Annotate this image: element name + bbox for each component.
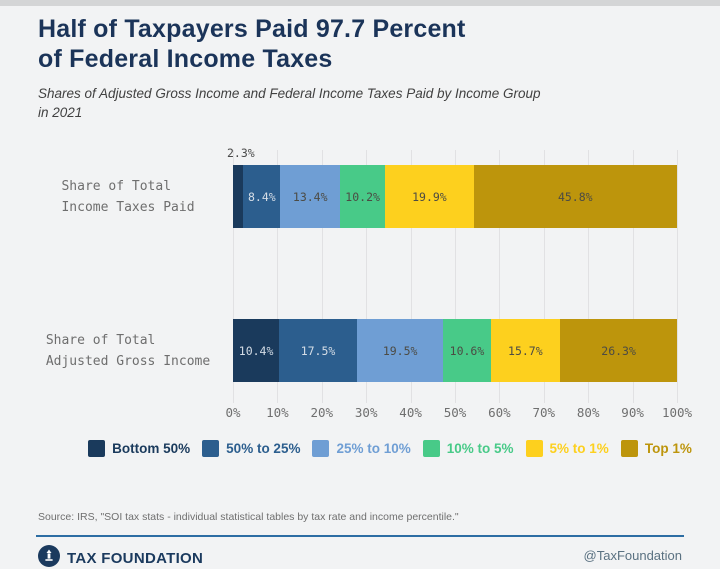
x-tick-label: 50% [443,405,467,420]
x-tick-label: 100% [661,405,693,420]
segment-value-label: 15.7% [508,343,543,358]
bar-segment-10-to-5 [340,165,385,228]
segment-value-label: 17.5% [300,343,336,358]
legend [80,440,700,457]
chart-title-line1: Half of Taxpayers Paid 97.7 Percent [38,15,466,43]
bar-segment-bottom-50 [233,165,243,228]
legend-swatch-icon [526,440,543,457]
tax-foundation-logo-icon [38,545,60,572]
bar-segment-bottom-50 [233,319,279,382]
bar-income-taxes-paid [233,165,677,228]
legend-label: Top 1% [644,441,692,456]
footer-divider [36,535,684,537]
bar-segment-50-to-25 [243,165,280,228]
outside-segment-label: 2.3% [227,146,255,160]
segment-value-label: 10.4% [238,343,274,358]
legend-item-25-to-10 [312,440,410,457]
segment-value-label: 10.6% [449,343,485,358]
x-tick-label: 20% [310,405,334,420]
x-tick-label: 30% [354,405,378,420]
legend-item-10-to-5 [423,440,514,457]
legend-swatch-icon [621,440,638,457]
legend-label: 50% to 25% [226,441,301,456]
segment-value-label: 26.3% [601,343,636,358]
row-label-line: Share of Total [45,332,156,348]
footer-brand [38,545,203,572]
bar-segment-25-to-10 [357,319,444,382]
bar-segment-50-to-25 [279,319,357,382]
legend-swatch-icon [88,440,105,457]
bar-segment-top-1 [560,319,677,382]
bar-label-income-taxes-paid [38,165,218,228]
segment-value-label: 8.4% [247,189,276,204]
twitter-handle: @TaxFoundation [583,548,682,563]
chart-subtitle-line1: Shares of Adjusted Gross Income and Federal Income Taxes Paid by Income Group [38,86,541,101]
row-label-line: Income Taxes Paid [61,199,195,215]
legend-swatch-icon [312,440,329,457]
bar-adjusted-gross-income [233,319,677,382]
chart-title-line2: of Federal Income Taxes [38,45,333,73]
legend-label: 25% to 10% [336,441,411,456]
legend-item-bottom-50 [88,440,190,457]
chart-title [38,14,466,74]
legend-item-5-to-1 [526,440,609,457]
segment-value-label: 13.4% [292,189,328,204]
x-axis [225,405,693,423]
segment-value-label: 45.8% [557,189,593,204]
bar-segment-5-to-1 [385,165,473,228]
x-tick-label: 90% [621,405,644,420]
chart-subtitle [38,84,541,122]
row-label-line: Adjusted Gross Income [45,353,211,369]
x-tick-label: 10% [266,405,289,420]
legend-label: 10% to 5% [446,441,514,456]
row-label-line: Share of Total [61,178,172,194]
x-tick-label: 0% [225,405,241,420]
legend-item-top-1 [621,440,692,457]
top-border-strip [0,0,720,6]
bar-segment-5-to-1 [491,319,561,382]
legend-item-50-to-25 [202,440,300,457]
bottom-border-strip [0,569,720,576]
gridline [677,150,678,403]
legend-swatch-icon [202,440,219,457]
segment-value-label: 10.2% [345,189,380,204]
segment-value-label: 19.5% [382,343,418,358]
brand-name: TAX FOUNDATION [67,550,204,567]
x-tick-label: 70% [532,405,556,420]
bar-segment-25-to-10 [280,165,339,228]
segment-value-label: 19.9% [412,189,447,204]
chart-subtitle-line2: in 2021 [38,105,83,120]
bar-segment-top-1 [474,165,677,228]
x-tick-label: 60% [488,405,511,420]
legend-label: 5% to 1% [549,441,609,456]
bar-label-adjusted-gross-income [38,319,218,382]
x-tick-label: 40% [399,405,422,420]
x-tick-label: 80% [576,405,600,420]
legend-swatch-icon [423,440,440,457]
legend-label: Bottom 50% [112,441,191,456]
bar-segment-10-to-5 [443,319,490,382]
source-note: Source: IRS, "SOI tax stats - individual statistical tables by tax rate and income percentile." [38,511,459,523]
